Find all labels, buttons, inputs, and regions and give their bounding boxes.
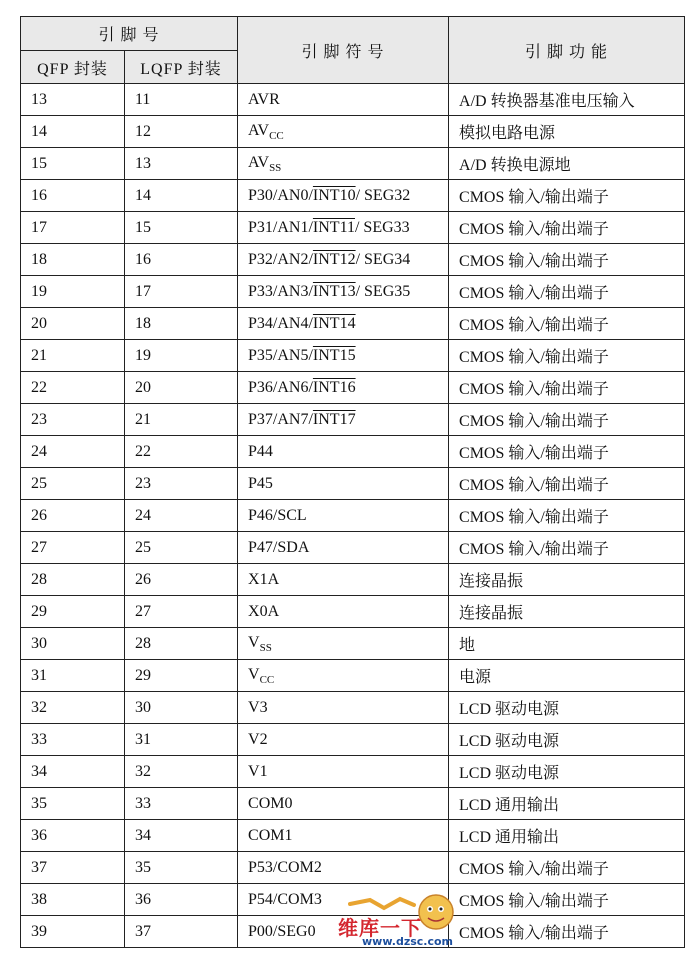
table-row bbox=[21, 180, 685, 212]
pin-symbol-cell bbox=[238, 724, 449, 756]
pin-function-cell: 电源 bbox=[449, 660, 685, 692]
symbol-overline: INT14 bbox=[312, 314, 356, 332]
qfp-pin-cell: 16 bbox=[21, 180, 125, 212]
table-row bbox=[21, 468, 685, 500]
table-row bbox=[21, 340, 685, 372]
table-row bbox=[21, 724, 685, 756]
symbol-text: P35/AN5/ bbox=[248, 346, 313, 364]
symbol-text: V bbox=[248, 665, 260, 683]
symbol-text: V1 bbox=[248, 762, 268, 780]
lqfp-pin-cell: 22 bbox=[125, 436, 238, 468]
pin-symbol-cell bbox=[238, 564, 449, 596]
table-row bbox=[21, 116, 685, 148]
pin-function-cell: 地 bbox=[449, 628, 685, 660]
symbol-text: V3 bbox=[248, 698, 268, 716]
qfp-pin-cell: 15 bbox=[21, 148, 125, 180]
symbol-text: P44 bbox=[248, 442, 273, 460]
lqfp-pin-cell: 17 bbox=[125, 276, 238, 308]
pin-symbol-cell bbox=[238, 532, 449, 564]
symbol-text: P00/SEG0 bbox=[248, 922, 316, 940]
pin-table bbox=[20, 16, 685, 948]
pin-symbol-cell bbox=[238, 340, 449, 372]
lqfp-header: LQFP 封装 bbox=[125, 51, 238, 84]
table-row bbox=[21, 628, 685, 660]
pin-symbol-cell bbox=[238, 148, 449, 180]
qfp-pin-cell: 23 bbox=[21, 404, 125, 436]
pin-symbol-header: 引 脚 符 号 bbox=[238, 17, 449, 84]
lqfp-pin-cell: 37 bbox=[125, 916, 238, 948]
lqfp-pin-cell: 34 bbox=[125, 820, 238, 852]
lqfp-pin-cell: 19 bbox=[125, 340, 238, 372]
qfp-pin-cell: 32 bbox=[21, 692, 125, 724]
symbol-text: P45 bbox=[248, 474, 273, 492]
lqfp-pin-cell: 35 bbox=[125, 852, 238, 884]
symbol-overline: INT16 bbox=[312, 378, 356, 396]
pin-function-cell: LCD 驱动电源 bbox=[449, 724, 685, 756]
qfp-pin-cell: 31 bbox=[21, 660, 125, 692]
qfp-pin-cell: 36 bbox=[21, 820, 125, 852]
pin-function-cell: CMOS 输入/输出端子 bbox=[449, 180, 685, 212]
pin-function-cell: CMOS 输入/输出端子 bbox=[449, 276, 685, 308]
table-row bbox=[21, 660, 685, 692]
pin-function-cell: CMOS 输入/输出端子 bbox=[449, 372, 685, 404]
symbol-text: P36/AN6/ bbox=[248, 378, 313, 396]
symbol-subscript: CC bbox=[259, 673, 275, 686]
symbol-text: AV bbox=[248, 153, 270, 171]
table-row bbox=[21, 404, 685, 436]
qfp-pin-cell: 37 bbox=[21, 852, 125, 884]
symbol-overline: INT17 bbox=[312, 410, 356, 428]
qfp-pin-cell: 33 bbox=[21, 724, 125, 756]
table-row bbox=[21, 788, 685, 820]
lqfp-pin-cell: 18 bbox=[125, 308, 238, 340]
lqfp-pin-cell: 33 bbox=[125, 788, 238, 820]
pin-function-cell: LCD 驱动电源 bbox=[449, 756, 685, 788]
symbol-overline: INT11 bbox=[312, 218, 355, 236]
symbol-subscript: CC bbox=[269, 129, 284, 142]
table-row bbox=[21, 532, 685, 564]
pin-function-cell: 连接晶振 bbox=[449, 596, 685, 628]
pin-symbol-cell bbox=[238, 596, 449, 628]
symbol-text: P47/SDA bbox=[248, 538, 310, 556]
pin-function-cell: CMOS 输入/输出端子 bbox=[449, 468, 685, 500]
table-row bbox=[21, 564, 685, 596]
symbol-text: P31/AN1/ bbox=[248, 218, 313, 236]
qfp-pin-cell: 25 bbox=[21, 468, 125, 500]
pin-function-cell: CMOS 输入/输出端子 bbox=[449, 884, 685, 916]
pin-symbol-cell bbox=[238, 820, 449, 852]
lqfp-pin-cell: 31 bbox=[125, 724, 238, 756]
lqfp-pin-cell: 25 bbox=[125, 532, 238, 564]
symbol-text: P37/AN7/ bbox=[248, 410, 313, 428]
table-row bbox=[21, 84, 685, 116]
watermark-url: www.dzsc.com bbox=[362, 935, 454, 948]
pin-function-cell: CMOS 输入/输出端子 bbox=[449, 852, 685, 884]
pin-function-header: 引 脚 功 能 bbox=[449, 17, 685, 84]
table-row bbox=[21, 276, 685, 308]
pin-number-header: 引 脚 号 bbox=[21, 17, 238, 51]
symbol-text: X0A bbox=[248, 602, 280, 620]
pin-function-cell: CMOS 输入/输出端子 bbox=[449, 916, 685, 948]
pin-function-cell: CMOS 输入/输出端子 bbox=[449, 436, 685, 468]
pin-symbol-cell bbox=[238, 276, 449, 308]
table-header bbox=[21, 17, 685, 84]
symbol-overline: INT12 bbox=[312, 250, 356, 268]
lqfp-pin-cell: 23 bbox=[125, 468, 238, 500]
table-row bbox=[21, 308, 685, 340]
table-row bbox=[21, 436, 685, 468]
pin-symbol-cell bbox=[238, 788, 449, 820]
pin-symbol-cell bbox=[238, 244, 449, 276]
lqfp-pin-cell: 16 bbox=[125, 244, 238, 276]
lqfp-pin-cell: 36 bbox=[125, 884, 238, 916]
qfp-pin-cell: 29 bbox=[21, 596, 125, 628]
pin-function-cell: A/D 转换电源地 bbox=[449, 148, 685, 180]
symbol-text: / SEG33 bbox=[354, 218, 410, 236]
lqfp-pin-cell: 29 bbox=[125, 660, 238, 692]
pin-function-cell: LCD 通用输出 bbox=[449, 788, 685, 820]
symbol-text: P30/AN0/ bbox=[248, 186, 313, 204]
pin-function-cell: CMOS 输入/输出端子 bbox=[449, 404, 685, 436]
pin-symbol-cell bbox=[238, 372, 449, 404]
symbol-text: P34/AN4/ bbox=[248, 314, 313, 332]
pin-symbol-cell bbox=[238, 308, 449, 340]
lqfp-pin-cell: 12 bbox=[125, 116, 238, 148]
lqfp-pin-cell: 28 bbox=[125, 628, 238, 660]
pin-function-cell: CMOS 输入/输出端子 bbox=[449, 308, 685, 340]
qfp-pin-cell: 26 bbox=[21, 500, 125, 532]
lqfp-pin-cell: 11 bbox=[125, 84, 238, 116]
qfp-header: QFP 封装 bbox=[21, 51, 125, 84]
symbol-subscript: SS bbox=[269, 161, 282, 174]
qfp-pin-cell: 30 bbox=[21, 628, 125, 660]
lqfp-pin-cell: 21 bbox=[125, 404, 238, 436]
symbol-text: P33/AN3/ bbox=[248, 282, 313, 300]
lqfp-pin-cell: 15 bbox=[125, 212, 238, 244]
lqfp-pin-cell: 14 bbox=[125, 180, 238, 212]
table-row bbox=[21, 500, 685, 532]
symbol-text: AVR bbox=[248, 90, 280, 108]
lqfp-pin-cell: 20 bbox=[125, 372, 238, 404]
pin-symbol-cell bbox=[238, 404, 449, 436]
symbol-text: AV bbox=[248, 121, 270, 139]
symbol-overline: INT15 bbox=[312, 346, 356, 364]
symbol-overline: INT13 bbox=[312, 282, 356, 300]
qfp-pin-cell: 14 bbox=[21, 116, 125, 148]
symbol-text: X1A bbox=[248, 570, 280, 588]
symbol-text: P54/COM3 bbox=[248, 890, 322, 908]
pin-symbol-cell bbox=[238, 84, 449, 116]
pin-symbol-cell bbox=[238, 660, 449, 692]
pin-symbol-cell bbox=[238, 852, 449, 884]
symbol-text: / SEG35 bbox=[355, 282, 411, 300]
symbol-text: / SEG32 bbox=[355, 186, 411, 204]
table-row bbox=[21, 692, 685, 724]
pin-function-cell: CMOS 输入/输出端子 bbox=[449, 500, 685, 532]
qfp-pin-cell: 22 bbox=[21, 372, 125, 404]
qfp-pin-cell: 27 bbox=[21, 532, 125, 564]
qfp-pin-cell: 38 bbox=[21, 884, 125, 916]
pin-function-cell: CMOS 输入/输出端子 bbox=[449, 532, 685, 564]
qfp-pin-cell: 17 bbox=[21, 212, 125, 244]
pin-symbol-cell bbox=[238, 468, 449, 500]
pin-function-cell: CMOS 输入/输出端子 bbox=[449, 340, 685, 372]
symbol-text: P53/COM2 bbox=[248, 858, 322, 876]
pin-symbol-cell bbox=[238, 756, 449, 788]
pin-symbol-cell bbox=[238, 212, 449, 244]
pin-symbol-cell bbox=[238, 180, 449, 212]
pin-function-cell: 连接晶振 bbox=[449, 564, 685, 596]
pin-function-cell: CMOS 输入/输出端子 bbox=[449, 212, 685, 244]
qfp-pin-cell: 19 bbox=[21, 276, 125, 308]
qfp-pin-cell: 28 bbox=[21, 564, 125, 596]
table-row bbox=[21, 148, 685, 180]
lqfp-pin-cell: 13 bbox=[125, 148, 238, 180]
symbol-text: / SEG34 bbox=[355, 250, 411, 268]
lqfp-pin-cell: 24 bbox=[125, 500, 238, 532]
pin-function-cell: CMOS 输入/输出端子 bbox=[449, 244, 685, 276]
qfp-pin-cell: 13 bbox=[21, 84, 125, 116]
qfp-pin-cell: 34 bbox=[21, 756, 125, 788]
symbol-text: P32/AN2/ bbox=[248, 250, 313, 268]
pin-symbol-cell bbox=[238, 116, 449, 148]
pin-symbol-cell bbox=[238, 628, 449, 660]
symbol-subscript: SS bbox=[259, 641, 272, 654]
qfp-pin-cell: 18 bbox=[21, 244, 125, 276]
lqfp-pin-cell: 32 bbox=[125, 756, 238, 788]
pin-function-cell: LCD 驱动电源 bbox=[449, 692, 685, 724]
pin-symbol-cell bbox=[238, 436, 449, 468]
pin-function-cell: LCD 通用输出 bbox=[449, 820, 685, 852]
pin-function-cell: 模拟电路电源 bbox=[449, 116, 685, 148]
table-row bbox=[21, 244, 685, 276]
pin-function-cell: A/D 转换器基准电压输入 bbox=[449, 84, 685, 116]
table-row bbox=[21, 212, 685, 244]
pin-symbol-cell bbox=[238, 692, 449, 724]
table-row bbox=[21, 820, 685, 852]
table-row bbox=[21, 596, 685, 628]
qfp-pin-cell: 39 bbox=[21, 916, 125, 948]
table-row bbox=[21, 756, 685, 788]
qfp-pin-cell: 20 bbox=[21, 308, 125, 340]
qfp-pin-cell: 35 bbox=[21, 788, 125, 820]
table-body bbox=[21, 84, 685, 948]
pin-symbol-cell bbox=[238, 500, 449, 532]
symbol-text: COM0 bbox=[248, 794, 293, 812]
symbol-overline: INT10 bbox=[312, 186, 356, 204]
watermark-text: 维库一下 bbox=[338, 916, 422, 940]
lqfp-pin-cell: 30 bbox=[125, 692, 238, 724]
symbol-text: COM1 bbox=[248, 826, 293, 844]
symbol-text: P46/SCL bbox=[248, 506, 307, 524]
qfp-pin-cell: 24 bbox=[21, 436, 125, 468]
symbol-text: V2 bbox=[248, 730, 268, 748]
symbol-text: V bbox=[248, 633, 260, 651]
lqfp-pin-cell: 26 bbox=[125, 564, 238, 596]
table-row bbox=[21, 852, 685, 884]
table-row bbox=[21, 372, 685, 404]
lqfp-pin-cell: 27 bbox=[125, 596, 238, 628]
qfp-pin-cell: 21 bbox=[21, 340, 125, 372]
